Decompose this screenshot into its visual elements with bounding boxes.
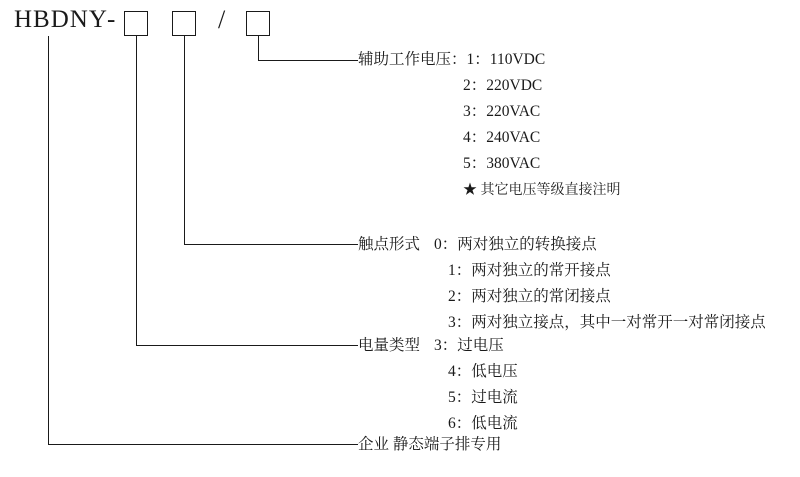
group-aux-voltage-item-1: 2：220VDC <box>463 77 543 94</box>
group-quantity-type-item-0: 3：过电压 <box>434 337 504 354</box>
group-aux-voltage-item-2: 3：220VAC <box>463 103 541 120</box>
group-aux-voltage-item-0: 1：110VDC <box>466 51 546 68</box>
leader-aux-voltage-horizontal <box>258 60 358 61</box>
group-quantity-type-item-3: 6：低电流 <box>448 415 518 432</box>
leader-series-horizontal <box>48 444 358 445</box>
group-quantity-type-item-2: 5：过电流 <box>448 389 518 406</box>
group-aux-voltage-title: 辅助工作电压： <box>358 51 467 68</box>
model-dash: - <box>107 6 116 33</box>
leader-quantity-type-horizontal <box>136 345 358 346</box>
group-product-series <box>358 432 501 458</box>
group-contact-form-item-0: 0：两对独立的转换接点 <box>434 236 597 253</box>
group-aux-voltage-item-5: ★ 其它电压等级直接注明 <box>463 183 621 198</box>
model-prefix: HBDNY <box>14 6 108 33</box>
leader-series-vertical <box>48 36 49 445</box>
leader-contact-form-horizontal <box>184 244 358 245</box>
group-contact-form <box>358 232 766 336</box>
leader-quantity-type-vertical <box>136 36 137 346</box>
group-contact-form-title: 触点形式 <box>358 236 421 253</box>
group-quantity-type-item-1: 4：低电压 <box>448 363 518 380</box>
code-box-aux-voltage[interactable] <box>246 11 270 36</box>
group-contact-form-item-3: 3：两对独立接点，其中一对常开一对常闭接点 <box>448 314 766 331</box>
leader-contact-form-vertical <box>184 36 185 245</box>
model-slash: / <box>218 5 226 34</box>
group-product-series-title: 企业 静态端子排专用 <box>358 436 502 453</box>
code-box-quantity-type[interactable] <box>124 11 148 36</box>
group-aux-voltage-item-3: 4：240VAC <box>463 129 541 146</box>
group-aux-voltage-item-4: 5：380VAC <box>463 155 541 172</box>
leader-aux-voltage-vertical <box>258 36 259 61</box>
group-contact-form-item-1: 1：两对独立的常开接点 <box>448 262 611 279</box>
group-contact-form-item-2: 2：两对独立的常闭接点 <box>448 288 611 305</box>
code-box-contact-form[interactable] <box>172 11 196 36</box>
group-quantity-type-title: 电量类型 <box>358 337 421 354</box>
group-quantity-type <box>358 333 518 437</box>
group-aux-voltage <box>358 47 621 204</box>
